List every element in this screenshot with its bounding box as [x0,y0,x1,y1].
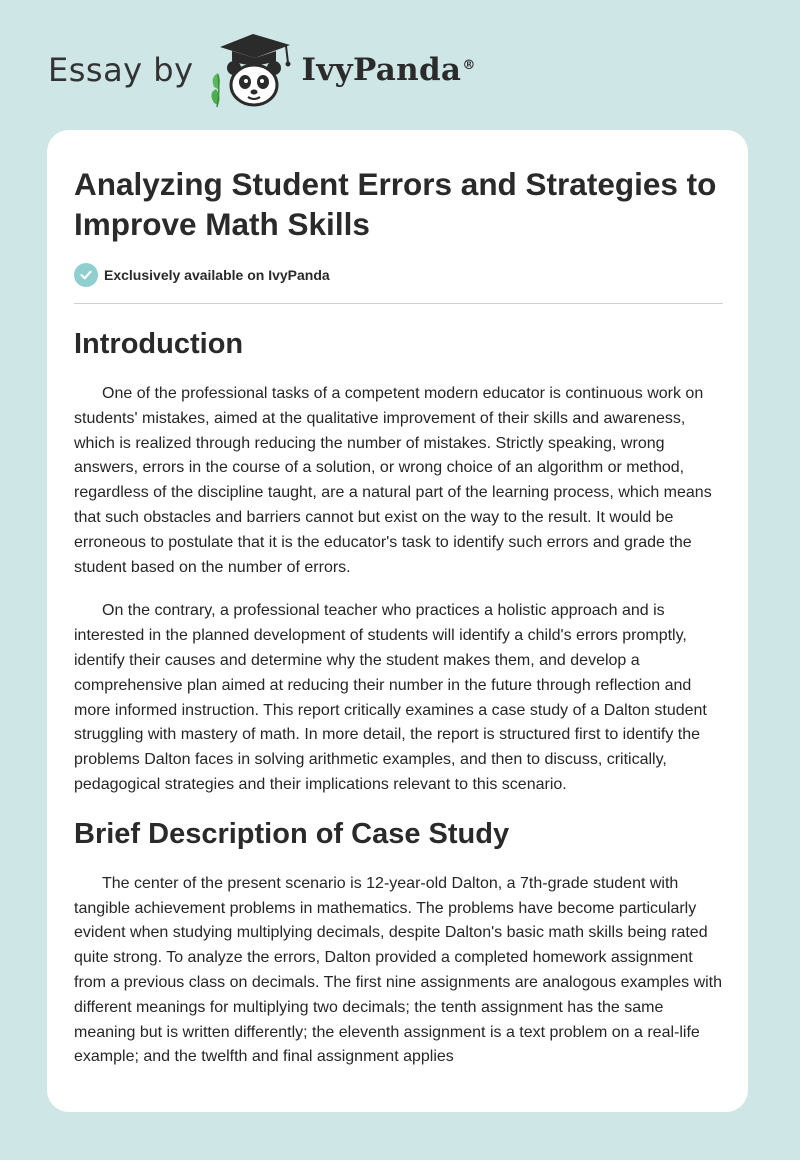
check-icon [74,263,98,287]
paragraph: One of the professional tasks of a competent modern educator is continuous work on students' mistakes, aimed at the qualitative improvement of their skills and awareness, which is realized through reducing the number of mistakes. Strictly speaking, wrong answers, errors in the course of a solution, or wrong choice of an algorithm or method, regardless of the discipline taught, are a natural part of the learning process, which means that such obstacles and barriers cannot but exist on the way to the result. It would be erroneous to postulate that it is the educator's task to identify such errors and grade the student based on the number of errors. [74,385,712,576]
section-heading-introduction: Introduction [74,328,244,360]
section-heading-case-study: Brief Description of Case Study [74,817,510,850]
essay-body [74,326,726,1070]
ivy-leaf-icon [211,73,220,107]
brand-prefix: Essay by [48,51,194,89]
graduation-cap-icon [220,34,291,67]
badge-label: Exclusively available on IvyPanda [104,267,330,283]
essay-card [47,130,748,1112]
exclusive-badge [74,263,330,287]
brand-name[interactable]: IvyPanda® [301,52,476,88]
divider [74,303,723,304]
site-header [48,30,476,110]
paragraph: On the contrary, a professional teacher who practices a holistic approach and is interested in the planned development of students will identify a child's errors promptly, identify their causes and determine why the student makes them, and develop a comprehensive plan aimed at reducing their number in the future through reflection and more informed instruction. This report critically examines a case study of a Dalton student struggling with mastery of math. In more detail, the report is structured first to identify the problems Dalton faces in solving arithmetic examples, and then to discuss, critically, pedagogical strategies and their implications relevant to this scenario. [74,602,707,793]
paragraph: The center of the present scenario is 12-year-old Dalton, a 7th-grade student with tangible achievement problems in mathematics. The problems have become particularly evident when studying multiplying decimals, despite Dalton's basic math skills being rated quite strong. To analyze the errors, Dalton provided a completed homework assignment from a previous class on decimals. The first nine assignments are analogous examples with different meanings for multiplying two decimals; the tenth assignment has the same meaning but is written differently; the eleventh assignment is a text problem on a real-life example; and the twelfth and final assignment applies [74,874,723,1066]
panda-logo-icon[interactable] [208,31,298,109]
page-title: Analyzing Student Errors and Strategies to Improve Math Skills [74,166,717,242]
